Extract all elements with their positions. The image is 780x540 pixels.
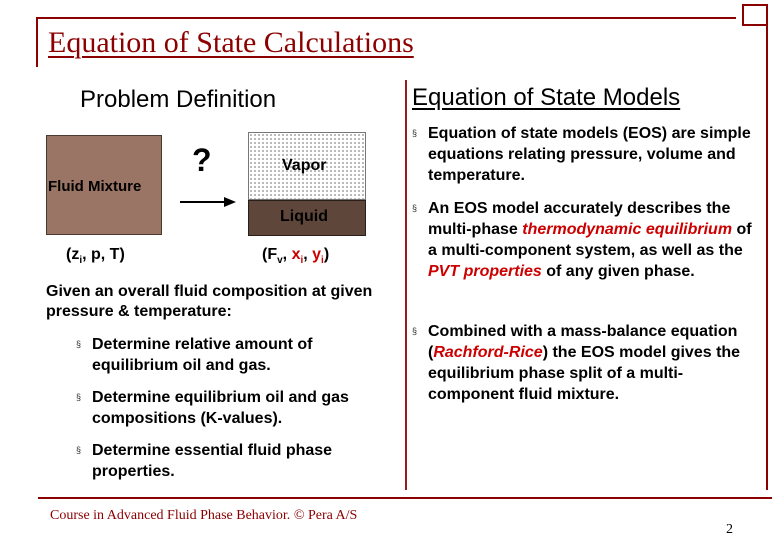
right-bullet-3: Combined with a mass-balance equation (Rachford-Rice) the EOS model gives the equilibrium phase split of a multi-component fluid mixture. bbox=[428, 323, 741, 403]
problem-definition-heading: Problem Definition bbox=[80, 86, 277, 113]
given-statement: Given an overall fluid composition at given pressure & temperature: bbox=[46, 283, 373, 320]
page-number: 2 bbox=[726, 522, 733, 537]
bullet-marker: § bbox=[76, 445, 82, 455]
column-divider bbox=[405, 80, 407, 490]
frame-bottom-line bbox=[38, 497, 772, 499]
feed-conditions: ($z_i$, p, T) bbox=[66, 246, 125, 267]
fluid-mixture-label: Fluid Mixture bbox=[48, 178, 142, 195]
footer-credit: Course in Advanced Fluid Phase Behavior. © Pera A/S bbox=[50, 508, 358, 523]
bullet-marker: § bbox=[412, 326, 418, 336]
bullet-marker: § bbox=[412, 203, 418, 213]
slide-title: Equation of State Calculations bbox=[48, 26, 414, 59]
right-bullet-1: Equation of state models (EOS) are simple equations relating pressure, volume and temperature. bbox=[428, 125, 751, 184]
slide-nav-button[interactable] bbox=[742, 4, 768, 26]
bullet-marker: § bbox=[76, 339, 82, 349]
left-bullet-1: Determine relative amount of equilibrium oil and gas. bbox=[92, 336, 313, 374]
question-mark: ? bbox=[192, 142, 212, 178]
eos-models-heading: Equation of State Models bbox=[412, 84, 681, 111]
vapor-label: Vapor bbox=[282, 157, 327, 174]
frame-right-line bbox=[766, 24, 768, 490]
rachford-rice-term: Rachford-Rice bbox=[433, 344, 543, 361]
pvt-properties-term: PVT properties bbox=[428, 263, 542, 280]
bullet-marker: § bbox=[76, 392, 82, 402]
left-bullet-3: Determine essential fluid phase properties. bbox=[92, 442, 333, 480]
bullet-marker: § bbox=[412, 128, 418, 138]
left-bullet-2: Determine equilibrium oil and gas compositions (K-values). bbox=[92, 389, 349, 427]
equilibrium-results: ($F_v$, $x_i$, $y_i$) bbox=[262, 246, 330, 267]
thermodynamic-equilibrium-term: thermodynamic equilibrium bbox=[522, 221, 733, 238]
right-bullet-2: An EOS model accurately describes the multi-phase thermodynamic equilibrium of a multi-component system, as well as the PVT properties of any given phase. bbox=[428, 200, 752, 280]
frame-left-line bbox=[36, 17, 38, 67]
frame-top-line bbox=[36, 17, 736, 19]
liquid-label: Liquid bbox=[280, 208, 328, 225]
arrow-icon bbox=[180, 194, 236, 210]
